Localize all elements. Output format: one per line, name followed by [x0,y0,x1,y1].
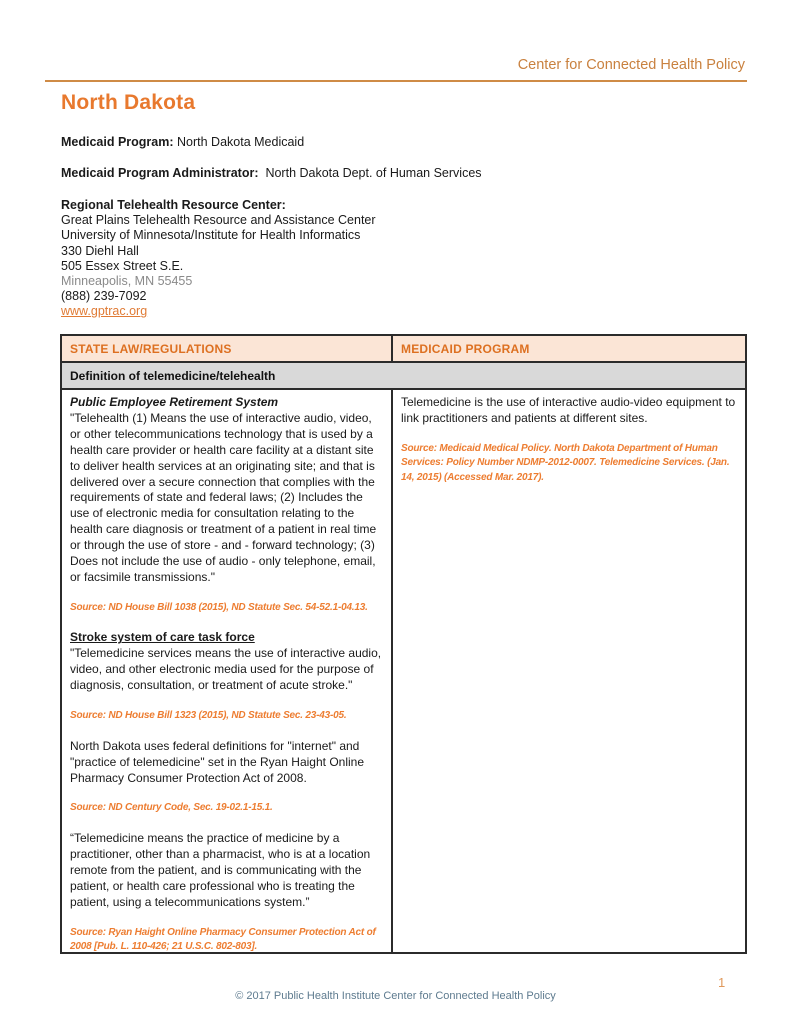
public-employee-retirement-block [70,395,383,586]
rtrc-website-link[interactable]: www.gptrac.org [61,304,148,319]
federal-definitions-paragraph: North Dakota uses federal definitions for "internet" and "practice of telemedicine" set in the Ryan Haight Online Pharmacy Consumer Protection Act of 2008. [70,738,365,785]
administrator-value: North Dakota Dept. of Human Services [265,166,482,180]
rtrc-city-line: Minneapolis, MN 55455 [61,274,193,289]
stroke-task-force-heading: Stroke system of care task force [70,630,255,645]
ryan-haight-definition-paragraph: “Telemedicine means the practice of medicine by a practitioner, other than a pharmacist, who is at a location remote from the patient, and is communicating with the patient, or health care professional who is treating the patient, using a telecommunications system.” [70,831,371,909]
medicaid-definition-paragraph: Telemedicine is the use of interactive audio-video equipment to link practitioners and patients at different sites. [401,395,736,425]
telehealth-definition-paragraph: "Telehealth (1) Means the use of interactive audio, video, or other telecommunications technology that is used by a health care provider or health care facility at a distant site to deliver health services at an originating site; and that is delivered over a secure connection that complies with the requirements of state and federal laws; (2) Includes the use of electronic media for consultation relating to the health care diagnosis or treatment of a patient in real time or through the use of store - and - forward technology; (3) Does not include the use of audio - only telephone, email, or facsimile transmissions." [70,410,377,584]
rtrc-address-line-1: 330 Diehl Hall [61,243,139,258]
policy-table [60,334,747,954]
house-bill-1038-source: Source: ND House Bill 1038 (2015), ND Statute Sec. 54-52.1-04.13. [70,601,368,613]
policy-table-header-row [62,336,745,363]
header-brand: Center for Connected Health Policy [517,57,745,73]
rtrc-label: Regional Telehealth Resource Center: [61,198,286,212]
ryan-haight-source: Source: Ryan Haight Online Pharmacy Consumer Protection Act of 2008 [Pub. L. 110-426; 21 U.S.C. 802-803]. [70,926,376,953]
rtrc-institute-line: University of Minnesota/Institute for Health Informatics [61,228,361,243]
page-number: 1 [718,975,726,990]
medicaid-program-row [61,135,304,149]
regional-telehealth-resource-center-block [61,198,376,320]
section-header-definition: Definition of telemedicine/telehealth [62,363,745,390]
stroke-task-force-block [70,630,383,694]
medicaid-program-cell [393,390,745,952]
state-law-cell [62,390,393,952]
medicaid-policy-source: Source: Medicaid Medical Policy. North Dakota Department of Human Services: Policy Number NDMP-2012-0007. Telemedicine Services. (Jan. 14, 2015) (Accessed Mar. 2017). [401,442,730,483]
administrator-label: Medicaid Program Administrator: [61,166,259,180]
house-bill-1323-source: Source: ND House Bill 1323 (2015), ND Statute Sec. 23-43-05. [70,710,347,722]
rtrc-phone-line: (888) 239-7092 [61,289,147,304]
policy-table-body-row [62,390,745,952]
column-header-state-law: STATE LAW/REGULATIONS [62,336,393,361]
footer-copyright: © 2017 Public Health Institute Center for Connected Health Policy [235,990,556,1002]
rtrc-address-line-2: 505 Essex Street S.E. [61,258,184,273]
century-code-source: Source: ND Century Code, Sec. 19-02.1-15.1. [70,802,273,814]
medicaid-program-label: Medicaid Program: [61,135,174,149]
administrator-row [61,166,482,180]
stroke-definition-paragraph: "Telemedicine services means the use of interactive audio, video, and other electronic media used for the purpose of diagnosis, consultation, or treatment of acute stroke." [70,646,382,693]
header-rule [45,80,747,82]
rtrc-org-line: Great Plains Telehealth Resource and Assistance Center [61,213,376,228]
medicaid-program-value: North Dakota Medicaid [177,135,305,149]
page-title: North Dakota [61,91,196,114]
pers-heading: Public Employee Retirement System [70,395,279,409]
column-header-medicaid-program: MEDICAID PROGRAM [401,342,530,356]
